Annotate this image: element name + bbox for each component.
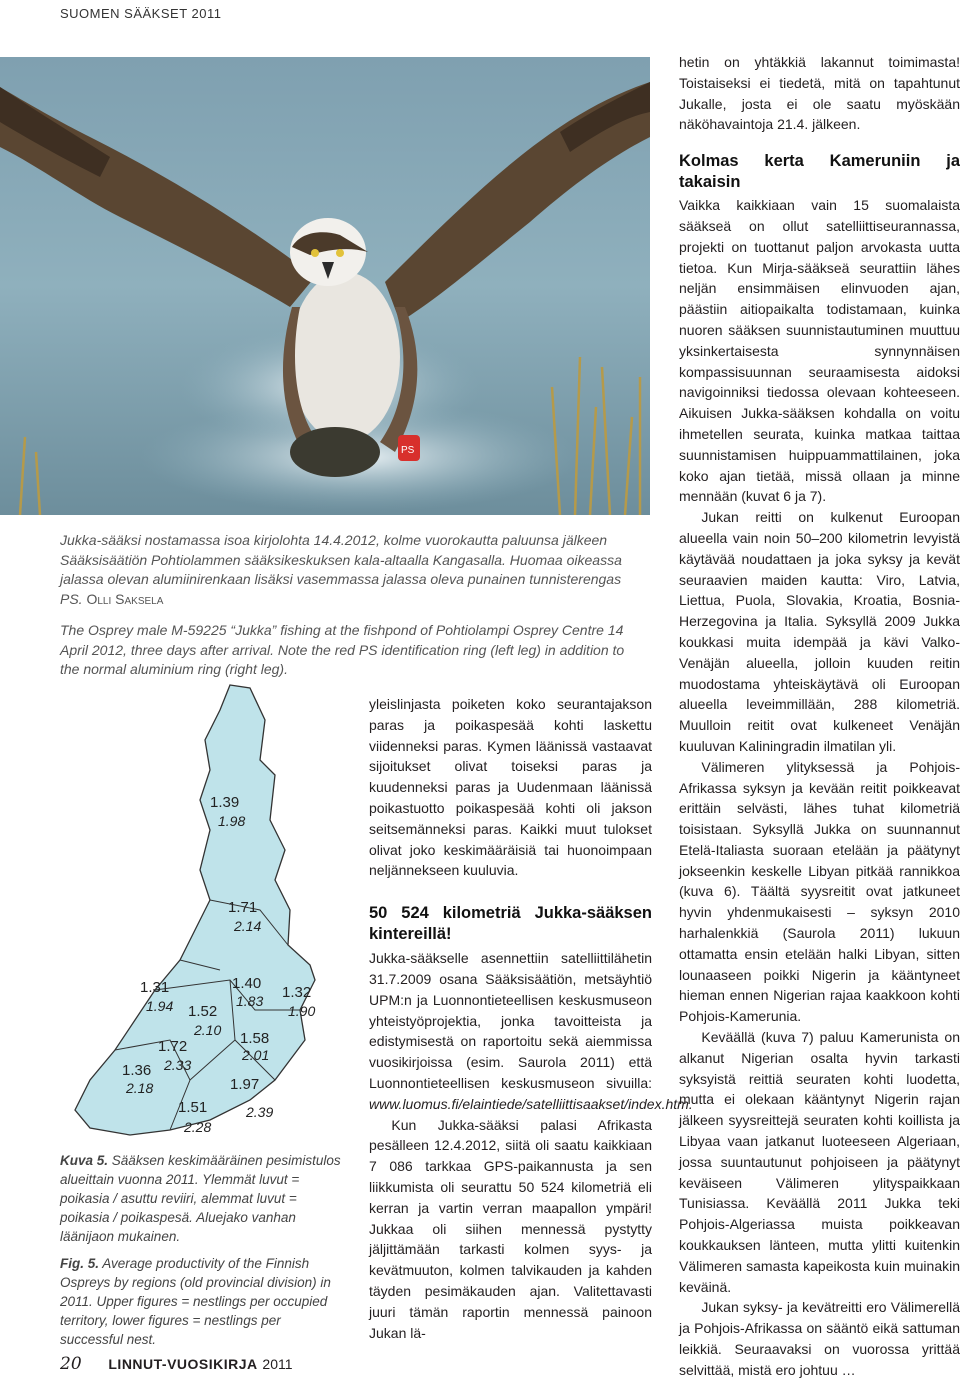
map-value-mikkeli: 1.58 [240,1030,270,1047]
map-value-vaasa-lower: 1.94 [146,998,174,1014]
photo-caption-en: The Osprey male M-59225 “Jukka” fishing at the fishpond of Pohtiolampi Osprey Centre 14 April 2012, three days after arrival. Note the red PS identification ring (left leg) in addition to the normal aluminium ring (right leg). [60,622,625,677]
osprey-photo [0,57,650,515]
middle-column [369,694,693,1343]
map-value-kymi-lower: 2.39 [246,1104,274,1120]
finland-map [60,680,360,1150]
photo-caption [60,531,640,680]
figure-caption-en: Average productivity of the Finnish Ospreys by regions (old provincial division) in 2011. Upper figures = nestlings per occupied territory, lower figures = nestlings per successful nest. [60,1256,331,1347]
right-paragraph-2: Jukan reitti on kulkenut Euroopan alueella vain noin 50–200 kilometrin levyistä käytävää noudattaen ja joka syksy ja kevät seuraavien maiden kautta: Viro, Latvia, Liettua, Puola, Slovakia, Kroatia, Bosnia-Herzegovina ja Italia. Syksyllä 2009 Jukka koukkasi muita idempää ja kävi Valko-Venäjän alueella, jolloin kuuden reitin muodostama yhteiskäytävä oli Euroopan alueella leveimmillään, 288 kilometriä. Muulloin reitit ovat kulkeneet Venäjän kuuluvan Kaliningradin ilmatilan yli. [679,509,960,754]
journal-year: 2011 [262,1356,293,1372]
map-labels [60,680,360,1150]
map-value-turku: 1.36 [122,1062,152,1079]
figure-caption-fi: Sääksen keskimääräinen pesimistulos alueittain vuonna 2011. Ylemmät luvut = poikasia / asuttu reviiri, alemmat luvut = poikasia / poikaspesä. Aluejako vanhan läänijaon mukainen. [60,1153,341,1244]
page-footer [60,1354,293,1374]
map-value-oulu: 1.71 [228,899,258,916]
map-value-oulu-lower: 2.14 [234,918,262,934]
section-heading-50524: 50 524 kilometriä Jukka-sääksen kintereillä! [369,904,652,944]
photo-caption-fi: Jukka-sääksi nostamassa isoa kirjolohta 14.4.2012, kolme vuorokautta paluunsa jälkeen Sääksisäätiön Pohtiolammen sääksikeskuksen kala-altaalla Kangasalla. Huomaa oikeassa jalassa olevan alumiinirenkaan lisäksi vasemmassa jalassa oleva punainen tunnisterengas PS. [60,532,622,607]
section-heading-kamerun: Kolmas kerta Kameruniin ja takaisin [679,152,960,192]
map-value-uusimaa-lower: 2.28 [184,1119,212,1135]
map-value-vaasa: 1.31 [140,979,170,996]
map-value-kuopio-lower: 1.83 [236,993,264,1009]
middle-intro: yleislinjasta poiketen koko seurantajakson paras ja poikaspesää kohti laskettu viidenneksi paras. Kymen läänissä vastaavat sijoitukset olivat toiseksi paras ja kuudenneksi paras ja Uudenmaan läänissä poikastuotto poikaspesää kohti oli jakson seitsemänneksi paras. Kaikki muut tulokset olivat joko keskimääräisiä tai huonoimpaan neljännekseen kuuluvia. [369,696,652,879]
osprey-photo-icon [0,57,650,515]
map-value-hame: 1.72 [158,1038,188,1055]
page-number: 20 [60,1354,82,1374]
map-value-hame-lower: 2.33 [164,1057,192,1073]
map-value-pohjois-karjala-lower: 1.90 [288,1003,316,1019]
right-column [679,52,960,1381]
figure-caption-fi-label: Kuva 5. [60,1153,109,1168]
middle-paragraph-2: Kun Jukka-sääksi palasi Afrikasta pesälleen 12.4.2012, siitä oli saatu kaikkiaan 7 086 tarkkaa GPS-paikannusta ja sen liikkumista oli seurattu 50 524 kilometriä eli kerran ja vartin verran maapallon ympäri! Jukkaa oli siihen mennessä pystytty jäljittämään tarkasti kolmen syys- ja kevätmuuton, kolmen talvikauden ja kahden täyden pesimäkauden ajan. Valitettavasti juuri tämän raportin mennessä painoon Jukan lä- [369,1116,652,1341]
map-value-keski-suomi: 1.52 [188,1003,218,1020]
right-paragraph-3: Välimeren ylityksessä ja Pohjois-Afrikassa syksyn ja kevään reitit poikkeavat erittäin selvästi, lähes tuhat kilometriä toisistaan. Syksyllä Jukka on suunnannut Etelä-Italiasta suoraan etelään ja päätynyt jokseenkin keskelle Libyan pitkää rannikkoa (kuva 6). Täältä syysreitit ovat jatkuneet hyvin yhdenmukaisesti – syksyn 2010 harhalenkkiä (Saurola 2011) lukuun ottamatta ensin etelään halki Libyan, sitten lounaaseen poikki Nigerin ja kääntyneet hieman ennen Nigerian rajaa kaakkoon kohti Pohjois-Kamerunia. [679,758,960,1025]
map-value-mikkeli-lower: 2.01 [242,1047,270,1063]
map-value-uusimaa: 1.51 [178,1099,208,1116]
right-intro: hetin on yhtäkkiä lakannut toimimasta! Toistaiseksi ei tiedetä, mitä on tapahtunut Jukalle, josta ei ole saatu myöskään näköhavaintoja 21.4. jälkeen. [679,54,960,133]
middle-paragraph-1: Jukka-sääkselle asennettiin satelliittilähetin 31.7.2009 osana Sääksisäätiön, metsäyhtiö UPM:n ja Luonnontieteellisen keskusmuseon yhteistyöprojektia, jonka tavoitteista ja edistymisestä on raportoitu sekä aiemmissa vuosikirjoissa (esim. Saurola 2011) että Luonnontieteellisen keskusmuseon sivuilla: [369,950,652,1091]
map-value-pohjois-karjala: 1.32 [282,984,312,1001]
running-header: SUOMEN SÄÄKSET 2011 [60,6,222,21]
luomus-link[interactable]: www.luomus.fi/elaintiede/satelliittisaakset/index.htm. [369,1095,693,1112]
journal-name: LINNUT-VUOSIKIRJA [108,1356,258,1372]
map-value-turku-lower: 2.18 [126,1080,154,1096]
map-value-kuopio: 1.40 [232,975,262,992]
svg-text:PS: PS [401,445,415,456]
figure-caption [60,1151,345,1349]
figure-caption-en-label: Fig. 5. [60,1256,100,1271]
map-value-lapland-lower: 1.98 [218,813,246,829]
map-value-lapland: 1.39 [210,794,240,811]
photo-credit: Olli Saksela [86,590,164,607]
right-paragraph-5: Jukan syksy- ja kevätreitti ero Välimerellä ja Pohjois-Afrikassa on sääntö eikä sattuman leikkiä. Seuraavaksi on vuorossa yrittää selvittää, mistä ero johtuu … [679,1299,960,1378]
right-paragraph-1: Vaikka kaikkiaan vain 15 suomalaista sääkseä on ollut satelliittiseurannassa, projekti on tuottanut paljon arvokasta uutta tietoa. Kun Mirja-sääkseä seurattiin lähes neljän ensimmäisen elinvuoden ajan, päästiin aitiopaikalta todistamaan, kuinka nuoren sääksen suunnistautuminen muuttuu yksinkertaisesta synnynnäisen kompassisuunnan seuraamisesta aidoksi navigoinniksi tiedossa olevaan kohteeseen. Aikuisen Jukka-sääksen kohdalla on voitu ihmetellen seurata, kuinka matkaa taittaa suunnistamisen huippuammattilainen, joka koko ajan tietää, missä ollaan ja minne mennään (kuvat 6 ja 7). [679,197,960,505]
map-value-kymi: 1.97 [230,1076,260,1093]
map-value-keski-suomi-lower: 2.10 [194,1022,222,1038]
right-paragraph-4: Keväällä (kuva 7) paluu Kamerunista on alkanut Nigerian osalta hyvin tarkasti syksyistä reittiä seuraten kohti luodetta, mutta ei olekaan kääntynyt Nigerin rajan jälkeen syysreittejä seuraten kohti koillista ja Libyaa vaan jatkanut luoteeseen Algeriaan, jossa suuntautunut pohjoiseen ja päätynyt keväiseen Välimeren ylityspaikkaan Tunisiassa. Keväällä 2011 Jukka teki Pohjois-Algeriassa muista poikkeavan koukkauksen länteen, mutta ylitti kuitenkin Välimeren samasta kapeikosta kuin muinakin keväinä. [679,1029,960,1295]
